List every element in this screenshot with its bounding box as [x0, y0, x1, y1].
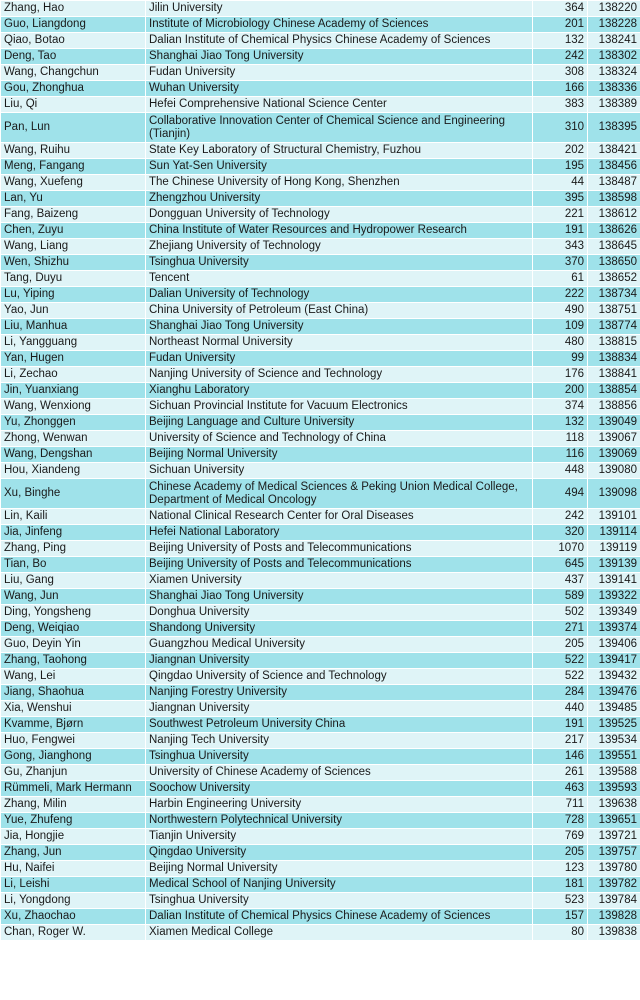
rank-cell: 138421 [588, 143, 640, 159]
scientist-name-cell: Jia, Jinfeng [1, 525, 146, 541]
table-row [1, 65, 640, 81]
rank-cell: 139374 [588, 621, 640, 637]
score-cell: 448 [533, 463, 588, 479]
table-row [1, 97, 640, 113]
institution-cell: Tencent [146, 271, 533, 287]
table-row [1, 829, 640, 845]
rank-cell: 139757 [588, 845, 640, 861]
score-cell: 242 [533, 49, 588, 65]
rank-cell: 139838 [588, 925, 640, 941]
institution-cell: University of Chinese Academy of Sciences [146, 765, 533, 781]
institution-cell: University of Science and Technology of China [146, 431, 533, 447]
institution-cell: Beijing University of Posts and Telecommunications [146, 557, 533, 573]
institution-cell: Hefei Comprehensive National Science Center [146, 97, 533, 113]
rank-cell: 139784 [588, 893, 640, 909]
rank-cell: 139119 [588, 541, 640, 557]
institution-cell: Donghua University [146, 605, 533, 621]
table-row [1, 207, 640, 223]
score-cell: 1070 [533, 541, 588, 557]
scientist-name-cell: Guo, Liangdong [1, 17, 146, 33]
rank-cell: 139593 [588, 781, 640, 797]
institution-cell: Qingdao University of Science and Technology [146, 669, 533, 685]
score-cell: 271 [533, 621, 588, 637]
table-row [1, 303, 640, 319]
table-row [1, 637, 640, 653]
rank-cell: 139828 [588, 909, 640, 925]
table-row [1, 877, 640, 893]
scientist-name-cell: Yan, Hugen [1, 351, 146, 367]
rank-cell: 138336 [588, 81, 640, 97]
institution-cell: Dalian Institute of Chemical Physics Chinese Academy of Sciences [146, 909, 533, 925]
rank-cell: 138626 [588, 223, 640, 239]
institution-cell: Dalian Institute of Chemical Physics Chinese Academy of Sciences [146, 33, 533, 49]
scientist-name-cell: Xia, Wenshui [1, 701, 146, 717]
score-cell: 123 [533, 861, 588, 877]
scientist-name-cell: Lan, Yu [1, 191, 146, 207]
institution-cell: Northeast Normal University [146, 335, 533, 351]
scientist-name-cell: Chen, Zuyu [1, 223, 146, 239]
scientist-name-cell: Yue, Zhufeng [1, 813, 146, 829]
score-cell: 176 [533, 367, 588, 383]
rank-cell: 139417 [588, 653, 640, 669]
rank-cell: 138395 [588, 113, 640, 143]
score-cell: 440 [533, 701, 588, 717]
score-cell: 61 [533, 271, 588, 287]
scientist-name-cell: Liu, Manhua [1, 319, 146, 335]
institution-cell: Guangzhou Medical University [146, 637, 533, 653]
table-row [1, 845, 640, 861]
table-row [1, 765, 640, 781]
institution-cell: Beijing Normal University [146, 861, 533, 877]
table-row [1, 223, 640, 239]
score-cell: 221 [533, 207, 588, 223]
score-cell: 364 [533, 1, 588, 17]
scientist-name-cell: Kvamme, Bjørn [1, 717, 146, 733]
score-cell: 217 [533, 733, 588, 749]
score-cell: 374 [533, 399, 588, 415]
table-row [1, 49, 640, 65]
scientist-name-cell: Wang, Jun [1, 589, 146, 605]
institution-cell: Jiangnan University [146, 653, 533, 669]
scientist-name-cell: Lin, Kaili [1, 509, 146, 525]
rank-cell: 138774 [588, 319, 640, 335]
table-row [1, 573, 640, 589]
table-row [1, 909, 640, 925]
score-cell: 166 [533, 81, 588, 97]
scientist-name-cell: Yu, Zhonggen [1, 415, 146, 431]
table-row [1, 113, 640, 143]
ranking-table-body [1, 1, 640, 941]
scientist-name-cell: Wang, Wenxiong [1, 399, 146, 415]
scientist-name-cell: Fang, Baizeng [1, 207, 146, 223]
institution-cell: Jilin University [146, 1, 533, 17]
score-cell: 146 [533, 749, 588, 765]
rank-cell: 139049 [588, 415, 640, 431]
table-row [1, 653, 640, 669]
rank-cell: 139721 [588, 829, 640, 845]
scientist-name-cell: Wang, Ruihu [1, 143, 146, 159]
table-row [1, 143, 640, 159]
score-cell: 490 [533, 303, 588, 319]
institution-cell: Medical School of Nanjing University [146, 877, 533, 893]
scientist-name-cell: Guo, Deyin Yin [1, 637, 146, 653]
score-cell: 502 [533, 605, 588, 621]
rank-cell: 138734 [588, 287, 640, 303]
institution-cell: Zhengzhou University [146, 191, 533, 207]
score-cell: 463 [533, 781, 588, 797]
rank-cell: 138598 [588, 191, 640, 207]
institution-cell: Tsinghua University [146, 255, 533, 271]
rank-cell: 139067 [588, 431, 640, 447]
table-row [1, 813, 640, 829]
table-row [1, 749, 640, 765]
institution-cell: Tsinghua University [146, 749, 533, 765]
score-cell: 284 [533, 685, 588, 701]
scientist-name-cell: Li, Yangguang [1, 335, 146, 351]
rank-cell: 139080 [588, 463, 640, 479]
rank-cell: 139098 [588, 479, 640, 509]
score-cell: 132 [533, 415, 588, 431]
table-row [1, 925, 640, 941]
scientist-name-cell: Qiao, Botao [1, 33, 146, 49]
rank-cell: 139534 [588, 733, 640, 749]
table-row [1, 271, 640, 287]
table-row [1, 239, 640, 255]
table-row [1, 557, 640, 573]
score-cell: 116 [533, 447, 588, 463]
table-row [1, 733, 640, 749]
rank-cell: 139069 [588, 447, 640, 463]
institution-cell: Chinese Academy of Medical Sciences & Peking Union Medical College, Department of Medical Oncology [146, 479, 533, 509]
scientist-name-cell: Jin, Yuanxiang [1, 383, 146, 399]
rank-cell: 139782 [588, 877, 640, 893]
score-cell: 44 [533, 175, 588, 191]
table-row [1, 685, 640, 701]
rank-cell: 138389 [588, 97, 640, 113]
scientist-name-cell: Deng, Weiqiao [1, 621, 146, 637]
rank-cell: 139349 [588, 605, 640, 621]
rank-cell: 139432 [588, 669, 640, 685]
score-cell: 395 [533, 191, 588, 207]
rank-cell: 139101 [588, 509, 640, 525]
scientist-name-cell: Meng, Fangang [1, 159, 146, 175]
score-cell: 494 [533, 479, 588, 509]
rank-cell: 139141 [588, 573, 640, 589]
table-row [1, 33, 640, 49]
rank-cell: 139588 [588, 765, 640, 781]
scientist-name-cell: Yao, Jun [1, 303, 146, 319]
rank-cell: 138645 [588, 239, 640, 255]
score-cell: 181 [533, 877, 588, 893]
rank-cell: 138487 [588, 175, 640, 191]
table-row [1, 621, 640, 637]
institution-cell: Sun Yat-Sen University [146, 159, 533, 175]
table-row [1, 255, 640, 271]
score-cell: 99 [533, 351, 588, 367]
scientist-name-cell: Rümmeli, Mark Hermann [1, 781, 146, 797]
score-cell: 522 [533, 653, 588, 669]
scientist-name-cell: Zhang, Milin [1, 797, 146, 813]
rank-cell: 139525 [588, 717, 640, 733]
rank-cell: 139406 [588, 637, 640, 653]
scientist-name-cell: Gu, Zhanjun [1, 765, 146, 781]
table-row [1, 701, 640, 717]
institution-cell: Institute of Microbiology Chinese Academy of Sciences [146, 17, 533, 33]
institution-cell: Collaborative Innovation Center of Chemical Science and Engineering (Tianjin) [146, 113, 533, 143]
score-cell: 195 [533, 159, 588, 175]
score-cell: 205 [533, 845, 588, 861]
score-cell: 370 [533, 255, 588, 271]
institution-cell: China Institute of Water Resources and Hydropower Research [146, 223, 533, 239]
rank-cell: 138228 [588, 17, 640, 33]
scientist-name-cell: Tang, Duyu [1, 271, 146, 287]
rank-cell: 138854 [588, 383, 640, 399]
table-row [1, 717, 640, 733]
score-cell: 202 [533, 143, 588, 159]
institution-cell: Beijing University of Posts and Telecommunications [146, 541, 533, 557]
institution-cell: Fudan University [146, 351, 533, 367]
rank-cell: 138456 [588, 159, 640, 175]
rank-cell: 138652 [588, 271, 640, 287]
scientist-name-cell: Pan, Lun [1, 113, 146, 143]
table-row [1, 319, 640, 335]
institution-cell: Shandong University [146, 621, 533, 637]
institution-cell: The Chinese University of Hong Kong, Shenzhen [146, 175, 533, 191]
table-row [1, 159, 640, 175]
score-cell: 522 [533, 669, 588, 685]
rank-cell: 139114 [588, 525, 640, 541]
institution-cell: State Key Laboratory of Structural Chemistry, Fuzhou [146, 143, 533, 159]
scientist-name-cell: Lu, Yiping [1, 287, 146, 303]
score-cell: 222 [533, 287, 588, 303]
scientist-name-cell: Chan, Roger W. [1, 925, 146, 941]
rank-cell: 139638 [588, 797, 640, 813]
rank-cell: 139322 [588, 589, 640, 605]
score-cell: 589 [533, 589, 588, 605]
score-cell: 109 [533, 319, 588, 335]
scientist-name-cell: Liu, Qi [1, 97, 146, 113]
table-row [1, 509, 640, 525]
scientist-name-cell: Zhang, Jun [1, 845, 146, 861]
rank-cell: 138650 [588, 255, 640, 271]
institution-cell: Beijing Language and Culture University [146, 415, 533, 431]
rank-cell: 139780 [588, 861, 640, 877]
score-cell: 118 [533, 431, 588, 447]
table-row [1, 589, 640, 605]
institution-cell: Dongguan University of Technology [146, 207, 533, 223]
scientist-name-cell: Zhang, Ping [1, 541, 146, 557]
scientist-name-cell: Wang, Liang [1, 239, 146, 255]
table-row [1, 669, 640, 685]
institution-cell: Beijing Normal University [146, 447, 533, 463]
institution-cell: Jiangnan University [146, 701, 533, 717]
table-row [1, 351, 640, 367]
scientist-name-cell: Hou, Xiandeng [1, 463, 146, 479]
institution-cell: Dalian University of Technology [146, 287, 533, 303]
institution-cell: Shanghai Jiao Tong University [146, 589, 533, 605]
table-row [1, 17, 640, 33]
table-row [1, 399, 640, 415]
institution-cell: Southwest Petroleum University China [146, 717, 533, 733]
scientist-name-cell: Tian, Bo [1, 557, 146, 573]
score-cell: 205 [533, 637, 588, 653]
scientist-name-cell: Li, Zechao [1, 367, 146, 383]
table-row [1, 605, 640, 621]
rank-cell: 138751 [588, 303, 640, 319]
scientist-name-cell: Gou, Zhonghua [1, 81, 146, 97]
table-row [1, 463, 640, 479]
score-cell: 132 [533, 33, 588, 49]
institution-cell: Qingdao University [146, 845, 533, 861]
rank-cell: 139476 [588, 685, 640, 701]
rank-cell: 138302 [588, 49, 640, 65]
scientist-name-cell: Ding, Yongsheng [1, 605, 146, 621]
rank-cell: 138612 [588, 207, 640, 223]
rank-cell: 138856 [588, 399, 640, 415]
table-row [1, 861, 640, 877]
score-cell: 261 [533, 765, 588, 781]
scientist-name-cell: Liu, Gang [1, 573, 146, 589]
institution-cell: Sichuan Provincial Institute for Vacuum Electronics [146, 399, 533, 415]
score-cell: 308 [533, 65, 588, 81]
rank-cell: 138324 [588, 65, 640, 81]
table-row [1, 287, 640, 303]
scientist-name-cell: Wen, Shizhu [1, 255, 146, 271]
institution-cell: Shanghai Jiao Tong University [146, 49, 533, 65]
table-row [1, 893, 640, 909]
scientist-name-cell: Wang, Xuefeng [1, 175, 146, 191]
scientist-name-cell: Xu, Binghe [1, 479, 146, 509]
scientist-name-cell: Li, Leishi [1, 877, 146, 893]
institution-cell: Nanjing Tech University [146, 733, 533, 749]
table-row [1, 1, 640, 17]
institution-cell: Wuhan University [146, 81, 533, 97]
rank-cell: 139485 [588, 701, 640, 717]
table-row [1, 383, 640, 399]
scientist-name-cell: Li, Yongdong [1, 893, 146, 909]
table-row [1, 479, 640, 509]
institution-cell: Nanjing Forestry University [146, 685, 533, 701]
scientist-name-cell: Zhong, Wenwan [1, 431, 146, 447]
score-cell: 320 [533, 525, 588, 541]
table-row [1, 797, 640, 813]
scientist-name-cell: Xu, Zhaochao [1, 909, 146, 925]
institution-cell: Fudan University [146, 65, 533, 81]
score-cell: 201 [533, 17, 588, 33]
rank-cell: 139139 [588, 557, 640, 573]
institution-cell: Hefei National Laboratory [146, 525, 533, 541]
scientist-name-cell: Jiang, Shaohua [1, 685, 146, 701]
score-cell: 480 [533, 335, 588, 351]
institution-cell: Soochow University [146, 781, 533, 797]
rank-cell: 139551 [588, 749, 640, 765]
institution-cell: Sichuan University [146, 463, 533, 479]
institution-cell: Tsinghua University [146, 893, 533, 909]
score-cell: 711 [533, 797, 588, 813]
institution-cell: National Clinical Research Center for Oral Diseases [146, 509, 533, 525]
institution-cell: Zhejiang University of Technology [146, 239, 533, 255]
scientist-name-cell: Wang, Dengshan [1, 447, 146, 463]
scientist-name-cell: Hu, Naifei [1, 861, 146, 877]
table-row [1, 447, 640, 463]
score-cell: 769 [533, 829, 588, 845]
rank-cell: 138815 [588, 335, 640, 351]
institution-cell: China University of Petroleum (East China) [146, 303, 533, 319]
table-row [1, 525, 640, 541]
scientist-name-cell: Jia, Hongjie [1, 829, 146, 845]
institution-cell: Nanjing University of Science and Technology [146, 367, 533, 383]
table-row [1, 781, 640, 797]
score-cell: 383 [533, 97, 588, 113]
scientist-name-cell: Zhang, Taohong [1, 653, 146, 669]
table-row [1, 367, 640, 383]
scientist-name-cell: Gong, Jianghong [1, 749, 146, 765]
scientist-name-cell: Deng, Tao [1, 49, 146, 65]
score-cell: 200 [533, 383, 588, 399]
institution-cell: Xiamen University [146, 573, 533, 589]
scientist-name-cell: Huo, Fengwei [1, 733, 146, 749]
scientist-name-cell: Wang, Lei [1, 669, 146, 685]
institution-cell: Xianghu Laboratory [146, 383, 533, 399]
institution-cell: Shanghai Jiao Tong University [146, 319, 533, 335]
rank-cell: 138841 [588, 367, 640, 383]
institution-cell: Xiamen Medical College [146, 925, 533, 941]
score-cell: 437 [533, 573, 588, 589]
rank-cell: 139651 [588, 813, 640, 829]
institution-cell: Northwestern Polytechnical University [146, 813, 533, 829]
score-cell: 80 [533, 925, 588, 941]
score-cell: 310 [533, 113, 588, 143]
rank-cell: 138220 [588, 1, 640, 17]
score-cell: 343 [533, 239, 588, 255]
score-cell: 157 [533, 909, 588, 925]
table-row [1, 175, 640, 191]
scientist-name-cell: Wang, Changchun [1, 65, 146, 81]
rank-cell: 138241 [588, 33, 640, 49]
score-cell: 191 [533, 223, 588, 239]
score-cell: 242 [533, 509, 588, 525]
institution-cell: Harbin Engineering University [146, 797, 533, 813]
score-cell: 645 [533, 557, 588, 573]
table-row [1, 541, 640, 557]
institution-cell: Tianjin University [146, 829, 533, 845]
scientist-name-cell: Zhang, Hao [1, 1, 146, 17]
table-row [1, 191, 640, 207]
score-cell: 523 [533, 893, 588, 909]
table-row [1, 415, 640, 431]
score-cell: 728 [533, 813, 588, 829]
table-row [1, 335, 640, 351]
rank-cell: 138834 [588, 351, 640, 367]
score-cell: 191 [533, 717, 588, 733]
table-row [1, 81, 640, 97]
table-row [1, 431, 640, 447]
